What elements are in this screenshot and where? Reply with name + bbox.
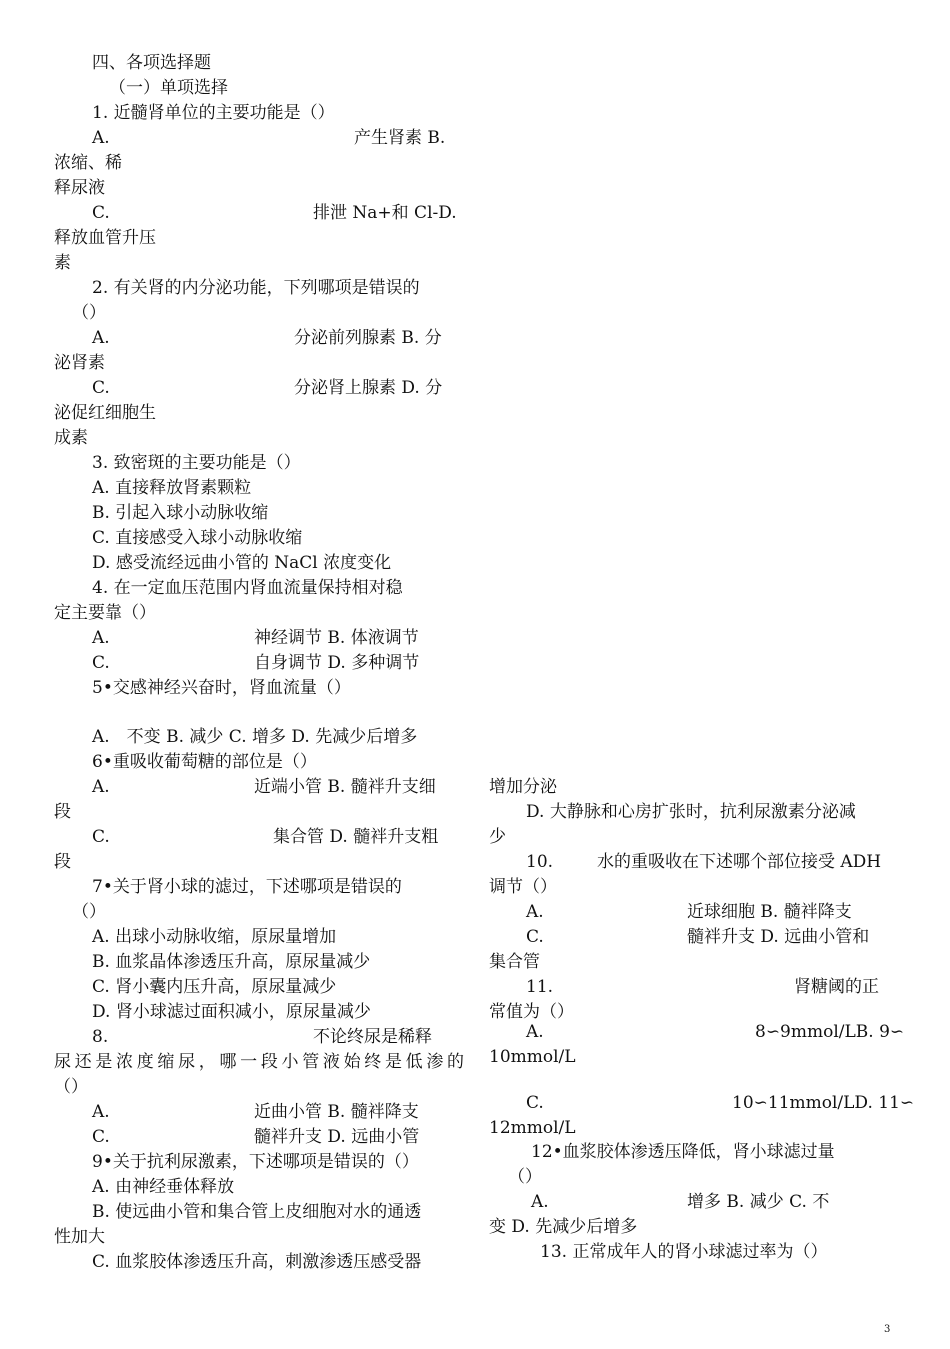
option-text-continued: 12mmol/L bbox=[489, 1118, 576, 1138]
option-text: 近球细胞 B. 髓袢降支 bbox=[687, 902, 852, 922]
question-2: 2. 有关肾的内分泌功能，下列哪项是错误的 bbox=[92, 278, 420, 298]
option-line: B. 引起入球小动脉收缩 bbox=[92, 503, 269, 523]
option-label: C. bbox=[92, 653, 110, 673]
question-13: 13. 正常成年人的肾小球滤过率为（） bbox=[540, 1242, 828, 1262]
question-12: 12•血浆胶体渗透压降低，肾小球滤过量 bbox=[531, 1142, 835, 1162]
question-continued: （） bbox=[72, 902, 106, 922]
option-text-continued: 素 bbox=[54, 253, 71, 273]
option-label: A. bbox=[92, 777, 110, 797]
option-text: 集合管 D. 髓袢升支粗 bbox=[273, 827, 439, 847]
option-text-continued: 释尿液 bbox=[54, 178, 105, 198]
option-line: B. 使远曲小管和集合管上皮细胞对水的通透 bbox=[92, 1202, 422, 1222]
option-label: C. bbox=[92, 1127, 110, 1147]
option-label: C. bbox=[526, 927, 544, 947]
option-text: 排泄 Na+和 Cl-D. bbox=[313, 203, 457, 223]
option-text: 增多 B. 减少 C. 不 bbox=[687, 1192, 830, 1212]
question-continued: 尿还是浓度缩尿，哪一段小管液始终是低渗的 bbox=[54, 1052, 464, 1072]
option-label: A. bbox=[531, 1192, 549, 1212]
question-continued: （） bbox=[54, 1077, 88, 1097]
option-label: A. bbox=[526, 902, 544, 922]
option-text-continued: 泌促红细胞生 bbox=[54, 403, 156, 423]
option-line: A. 出球小动脉收缩，原尿量增加 bbox=[92, 927, 337, 947]
option-line: A. 由神经垂体释放 bbox=[92, 1177, 235, 1197]
option-text-continued: 集合管 bbox=[489, 952, 540, 972]
question-8-text: 不论终尿是稀释 bbox=[313, 1027, 432, 1047]
question-3: 3. 致密斑的主要功能是（） bbox=[92, 453, 301, 473]
option-label: C. bbox=[526, 1093, 544, 1113]
question-8-number: 8. bbox=[92, 1027, 109, 1047]
option-text-continued: 增加分泌 bbox=[489, 777, 557, 797]
question-6: 6•重吸收葡萄糖的部位是（） bbox=[92, 752, 317, 772]
option-label: C. bbox=[92, 378, 110, 398]
option-line: D. 感受流经远曲小管的 NaCl 浓度变化 bbox=[92, 553, 392, 573]
option-text: 神经调节 B. 体液调节 bbox=[254, 628, 419, 648]
option-text-continued: 少 bbox=[489, 827, 506, 847]
option-line: D. 肾小球滤过面积减小，原尿量减少 bbox=[92, 1002, 371, 1022]
option-line: A. 直接释放肾素颗粒 bbox=[92, 478, 252, 498]
question-5: 5•交感神经兴奋时，肾血流量（） bbox=[92, 678, 351, 698]
question-11-text: 肾糖阈的正 bbox=[794, 977, 879, 997]
option-line: B. 血浆晶体渗透压升高，原尿量减少 bbox=[92, 952, 371, 972]
option-text-continued: 泌肾素 bbox=[54, 353, 105, 373]
option-text: 分泌前列腺素 B. 分 bbox=[294, 328, 442, 348]
question-continued: 调节（） bbox=[489, 877, 557, 897]
option-label: A. bbox=[92, 128, 110, 148]
section-heading: 四、各项选择题 bbox=[92, 53, 211, 73]
option-text-continued: 浓缩、稀 bbox=[54, 153, 122, 173]
section-subheading: （一）单项选择 bbox=[109, 78, 228, 98]
option-text: 8∽9mmol/LB. 9∽ bbox=[755, 1022, 905, 1042]
option-text: 近端小管 B. 髓袢升支细 bbox=[254, 777, 436, 797]
option-text-continued: 10mmol/L bbox=[489, 1047, 576, 1067]
option-text: 分泌肾上腺素 D. 分 bbox=[294, 378, 443, 398]
option-text-continued: 成素 bbox=[54, 428, 88, 448]
question-1: 1. 近髓肾单位的主要功能是（） bbox=[92, 103, 335, 123]
option-text: 10∽11mmol/LD. 11∽ bbox=[732, 1093, 915, 1113]
option-text-continued: 段 bbox=[54, 802, 71, 822]
option-line: C. 肾小囊内压升高，原尿量减少 bbox=[92, 977, 337, 997]
option-label: A. bbox=[92, 628, 110, 648]
option-line: A. 不变 B. 减少 C. 增多 D. 先减少后增多 bbox=[92, 727, 418, 747]
question-continued: （） bbox=[508, 1167, 542, 1187]
option-line: D. 大静脉和心房扩张时，抗利尿激素分泌减 bbox=[526, 802, 856, 822]
option-line: C. 血浆胶体渗透压升高，刺激渗透压感受器 bbox=[92, 1252, 422, 1272]
question-continued: 常值为（） bbox=[489, 1002, 574, 1022]
question-continued: （） bbox=[72, 303, 106, 323]
question-continued: 定主要靠（） bbox=[54, 603, 156, 623]
option-text-continued: 变 D. 先减少后增多 bbox=[489, 1217, 638, 1237]
option-label: A. bbox=[526, 1022, 544, 1042]
question-7: 7•关于肾小球的滤过，下述哪项是错误的 bbox=[92, 877, 402, 897]
option-label: C. bbox=[92, 827, 110, 847]
option-line: C. 直接感受入球小动脉收缩 bbox=[92, 528, 303, 548]
question-10-number: 10. bbox=[526, 852, 554, 872]
option-text-continued: 段 bbox=[54, 852, 71, 872]
question-9: 9•关于抗利尿激素，下述哪项是错误的（） bbox=[92, 1152, 419, 1172]
question-4: 4. 在一定血压范围内肾血流量保持相对稳 bbox=[92, 578, 403, 598]
question-11-number: 11. bbox=[526, 977, 554, 997]
option-text: 髓袢升支 D. 远曲小管和 bbox=[687, 927, 870, 947]
option-label: C. bbox=[92, 203, 110, 223]
option-text: 髓袢升支 D. 远曲小管 bbox=[254, 1127, 420, 1147]
option-text: 近曲小管 B. 髓袢降支 bbox=[254, 1102, 419, 1122]
option-text-continued: 释放血管升压 bbox=[54, 228, 156, 248]
option-text: 产生肾素 B. bbox=[354, 128, 446, 148]
question-10-text: 水的重吸收在下述哪个部位接受 ADH bbox=[597, 852, 882, 872]
option-label: A. bbox=[92, 328, 110, 348]
option-label: A. bbox=[92, 1102, 110, 1122]
page-number: 3 bbox=[884, 1324, 891, 1335]
option-text: 自身调节 D. 多种调节 bbox=[254, 653, 420, 673]
option-text-continued: 性加大 bbox=[54, 1227, 105, 1247]
